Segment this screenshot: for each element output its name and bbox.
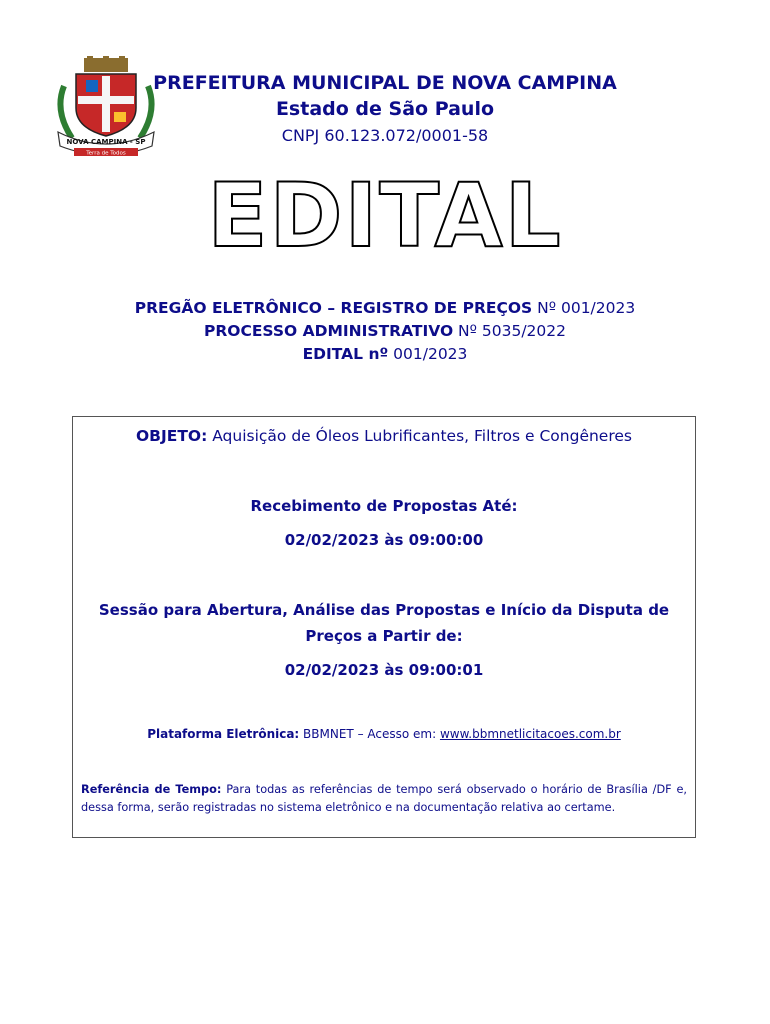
organization-state: Estado de São Paulo [275, 98, 495, 120]
procurement-line-1: PREGÃO ELETRÔNICO – REGISTRO DE PREÇOS Nº 001/2023 [134, 299, 636, 317]
organization-block [150, 70, 620, 150]
procurement-info [60, 297, 710, 366]
svg-text:EDITAL: EDITAL [207, 168, 563, 258]
procurement-line-2: PROCESSO ADMINISTRATIVO Nº 5035/2022 [203, 322, 566, 340]
organization-name: PREFEITURA MUNICIPAL DE NOVA CAMPINA [153, 72, 617, 94]
page-header [0, 0, 770, 170]
sessao-label: Sessão para Abertura, Análise das Propostas e Início da Disputa de Preços a Partir de: [98, 601, 670, 645]
svg-text:Terra de Todos: Terra de Todos [86, 150, 126, 156]
objeto-line: OBJETO: Aquisição de Óleos Lubrificantes, Filtros e Congêneres [136, 427, 632, 445]
referencia-tempo: Referência de Tempo: Para todas as referências de tempo será observado o horário de Brasília /DF e, dessa forma, serão registradas no sistema eletrônico e na documentação relativa ao certame. [81, 783, 687, 814]
coat-of-arms-icon [50, 56, 162, 156]
edital-info-box [72, 416, 696, 838]
organization-cnpj: CNPJ 60.123.072/0001-58 [281, 126, 489, 145]
document-title [150, 168, 620, 258]
platform-link[interactable]: www.bbmnetlicitacoes.com.br [439, 727, 621, 741]
recebimento-label: Recebimento de Propostas Até: [250, 497, 518, 515]
svg-text:NOVA CAMPINA - SP: NOVA CAMPINA - SP [66, 138, 146, 146]
procurement-line-3: EDITAL nº 001/2023 [302, 345, 468, 363]
recebimento-date: 02/02/2023 às 09:00:00 [284, 531, 484, 549]
plataforma-line: Plataforma Eletrônica: BBMNET – Acesso em: www.bbmnetlicitacoes.com.br [147, 727, 621, 741]
sessao-date: 02/02/2023 às 09:00:01 [284, 661, 484, 679]
